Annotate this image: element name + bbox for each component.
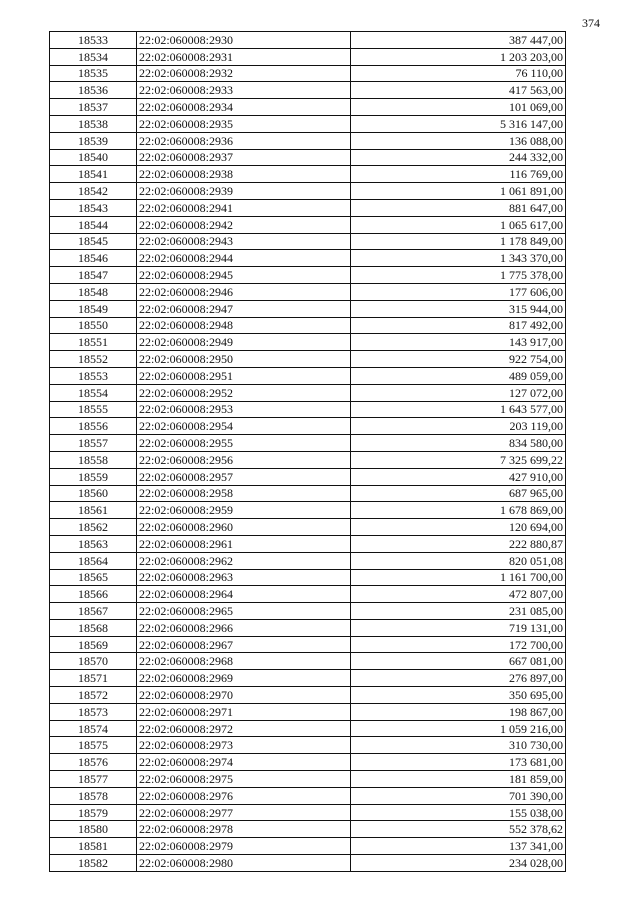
row-number-cell: 18563 — [50, 535, 137, 552]
table-row — [50, 687, 566, 704]
cadastral-value-cell: 173 681,00 — [351, 754, 566, 771]
row-number-cell: 18544 — [50, 216, 137, 233]
cadastral-number-cell: 22:02:060008:2939 — [137, 183, 351, 200]
table-row — [50, 485, 566, 502]
cadastral-value-cell: 1 678 869,00 — [351, 502, 566, 519]
row-number-cell: 18580 — [50, 821, 137, 838]
row-number-cell: 18554 — [50, 384, 137, 401]
row-number-cell: 18568 — [50, 619, 137, 636]
cadastral-value-cell: 181 859,00 — [351, 771, 566, 788]
cadastral-value-cell: 310 730,00 — [351, 737, 566, 754]
cadastral-number-cell: 22:02:060008:2971 — [137, 703, 351, 720]
cadastral-value-cell: 7 325 699,22 — [351, 451, 566, 468]
cadastral-number-cell: 22:02:060008:2941 — [137, 199, 351, 216]
table-row — [50, 603, 566, 620]
cadastral-number-cell: 22:02:060008:2937 — [137, 149, 351, 166]
cadastral-value-cell: 417 563,00 — [351, 82, 566, 99]
table-row — [50, 115, 566, 132]
table-row — [50, 132, 566, 149]
table-row — [50, 32, 566, 49]
cadastral-value-cell: 489 059,00 — [351, 367, 566, 384]
cadastral-number-cell: 22:02:060008:2958 — [137, 485, 351, 502]
page-number: 374 — [582, 16, 600, 30]
cadastral-value-cell: 687 965,00 — [351, 485, 566, 502]
cadastral-number-cell: 22:02:060008:2976 — [137, 787, 351, 804]
cadastral-number-cell: 22:02:060008:2954 — [137, 418, 351, 435]
row-number-cell: 18541 — [50, 166, 137, 183]
cadastral-number-cell: 22:02:060008:2933 — [137, 82, 351, 99]
cadastral-number-cell: 22:02:060008:2931 — [137, 48, 351, 65]
table-row — [50, 703, 566, 720]
table-row — [50, 552, 566, 569]
cadastral-value-cell: 1 061 891,00 — [351, 183, 566, 200]
row-number-cell: 18546 — [50, 250, 137, 267]
cadastral-value-cell: 234 028,00 — [351, 855, 566, 872]
cadastral-number-cell: 22:02:060008:2975 — [137, 771, 351, 788]
table-row — [50, 653, 566, 670]
row-number-cell: 18538 — [50, 115, 137, 132]
table-row — [50, 451, 566, 468]
row-number-cell: 18576 — [50, 754, 137, 771]
table-row — [50, 502, 566, 519]
row-number-cell: 18574 — [50, 720, 137, 737]
cadastral-value-cell: 136 088,00 — [351, 132, 566, 149]
table-row — [50, 838, 566, 855]
cadastral-number-cell: 22:02:060008:2961 — [137, 535, 351, 552]
cadastral-number-cell: 22:02:060008:2956 — [137, 451, 351, 468]
table-row — [50, 367, 566, 384]
cadastral-value-cell: 276 897,00 — [351, 670, 566, 687]
table-row — [50, 855, 566, 872]
cadastral-value-cell: 667 081,00 — [351, 653, 566, 670]
cadastral-value-cell: 198 867,00 — [351, 703, 566, 720]
cadastral-number-cell: 22:02:060008:2948 — [137, 317, 351, 334]
cadastral-number-cell: 22:02:060008:2973 — [137, 737, 351, 754]
row-number-cell: 18571 — [50, 670, 137, 687]
row-number-cell: 18548 — [50, 283, 137, 300]
row-number-cell: 18542 — [50, 183, 137, 200]
cadastral-number-cell: 22:02:060008:2935 — [137, 115, 351, 132]
table-row — [50, 300, 566, 317]
table-row — [50, 754, 566, 771]
cadastral-number-cell: 22:02:060008:2974 — [137, 754, 351, 771]
cadastral-value-cell: 1 178 849,00 — [351, 233, 566, 250]
table-row — [50, 351, 566, 368]
cadastral-value-cell: 387 447,00 — [351, 32, 566, 49]
table-row — [50, 334, 566, 351]
cadastral-value-cell: 701 390,00 — [351, 787, 566, 804]
cadastral-number-cell: 22:02:060008:2953 — [137, 401, 351, 418]
cadastral-number-cell: 22:02:060008:2978 — [137, 821, 351, 838]
cadastral-number-cell: 22:02:060008:2972 — [137, 720, 351, 737]
row-number-cell: 18535 — [50, 65, 137, 82]
cadastral-number-cell: 22:02:060008:2932 — [137, 65, 351, 82]
cadastral-value-cell: 120 694,00 — [351, 519, 566, 536]
cadastral-value-cell: 137 341,00 — [351, 838, 566, 855]
cadastral-number-cell: 22:02:060008:2964 — [137, 586, 351, 603]
cadastral-value-cell: 315 944,00 — [351, 300, 566, 317]
cadastral-number-cell: 22:02:060008:2930 — [137, 32, 351, 49]
cadastral-number-cell: 22:02:060008:2960 — [137, 519, 351, 536]
row-number-cell: 18533 — [50, 32, 137, 49]
cadastral-value-cell: 116 769,00 — [351, 166, 566, 183]
cadastral-value-cell: 143 917,00 — [351, 334, 566, 351]
cadastral-number-cell: 22:02:060008:2949 — [137, 334, 351, 351]
table-row — [50, 771, 566, 788]
cadastral-value-cell: 5 316 147,00 — [351, 115, 566, 132]
cadastral-number-cell: 22:02:060008:2934 — [137, 99, 351, 116]
cadastral-value-cell: 244 332,00 — [351, 149, 566, 166]
cadastral-value-cell: 922 754,00 — [351, 351, 566, 368]
cadastral-number-cell: 22:02:060008:2963 — [137, 569, 351, 586]
row-number-cell: 18578 — [50, 787, 137, 804]
cadastral-number-cell: 22:02:060008:2938 — [137, 166, 351, 183]
cadastral-value-cell: 203 119,00 — [351, 418, 566, 435]
row-number-cell: 18562 — [50, 519, 137, 536]
table-row — [50, 183, 566, 200]
table-row — [50, 418, 566, 435]
cadastral-number-cell: 22:02:060008:2945 — [137, 267, 351, 284]
row-number-cell: 18557 — [50, 435, 137, 452]
table-row — [50, 317, 566, 334]
table-row — [50, 435, 566, 452]
row-number-cell: 18555 — [50, 401, 137, 418]
row-number-cell: 18551 — [50, 334, 137, 351]
table-row — [50, 720, 566, 737]
cadastral-value-cell: 427 910,00 — [351, 468, 566, 485]
cadastral-number-cell: 22:02:060008:2957 — [137, 468, 351, 485]
table-row — [50, 586, 566, 603]
cadastral-number-cell: 22:02:060008:2969 — [137, 670, 351, 687]
cadastral-value-cell: 76 110,00 — [351, 65, 566, 82]
cadastral-value-cell: 1 059 216,00 — [351, 720, 566, 737]
row-number-cell: 18569 — [50, 636, 137, 653]
cadastral-value-cell: 719 131,00 — [351, 619, 566, 636]
cadastral-value-cell: 172 700,00 — [351, 636, 566, 653]
cadastral-value-cell: 1 343 370,00 — [351, 250, 566, 267]
cadastral-number-cell: 22:02:060008:2943 — [137, 233, 351, 250]
cadastral-value-cell: 101 069,00 — [351, 99, 566, 116]
cadastral-value-cell: 552 378,62 — [351, 821, 566, 838]
cadastral-number-cell: 22:02:060008:2950 — [137, 351, 351, 368]
row-number-cell: 18539 — [50, 132, 137, 149]
cadastral-value-cell: 1 775 378,00 — [351, 267, 566, 284]
table-row — [50, 569, 566, 586]
table-row — [50, 821, 566, 838]
cadastral-number-cell: 22:02:060008:2936 — [137, 132, 351, 149]
cadastral-number-cell: 22:02:060008:2977 — [137, 804, 351, 821]
row-number-cell: 18581 — [50, 838, 137, 855]
row-number-cell: 18577 — [50, 771, 137, 788]
table-row — [50, 166, 566, 183]
cadastral-number-cell: 22:02:060008:2959 — [137, 502, 351, 519]
table-row — [50, 619, 566, 636]
cadastral-number-cell: 22:02:060008:2980 — [137, 855, 351, 872]
row-number-cell: 18561 — [50, 502, 137, 519]
table-row — [50, 250, 566, 267]
row-number-cell: 18536 — [50, 82, 137, 99]
row-number-cell: 18575 — [50, 737, 137, 754]
cadastral-value-cell: 817 492,00 — [351, 317, 566, 334]
table-row — [50, 267, 566, 284]
row-number-cell: 18547 — [50, 267, 137, 284]
table-row — [50, 199, 566, 216]
cadastral-value-cell: 820 051,08 — [351, 552, 566, 569]
table-row — [50, 65, 566, 82]
cadastral-number-cell: 22:02:060008:2942 — [137, 216, 351, 233]
table-row — [50, 99, 566, 116]
row-number-cell: 18570 — [50, 653, 137, 670]
cadastral-value-cell: 834 580,00 — [351, 435, 566, 452]
row-number-cell: 18549 — [50, 300, 137, 317]
row-number-cell: 18552 — [50, 351, 137, 368]
cadastral-number-cell: 22:02:060008:2946 — [137, 283, 351, 300]
cadastral-value-cell: 1 065 617,00 — [351, 216, 566, 233]
table-row — [50, 384, 566, 401]
table-row — [50, 82, 566, 99]
row-number-cell: 18559 — [50, 468, 137, 485]
row-number-cell: 18553 — [50, 367, 137, 384]
cadastral-number-cell: 22:02:060008:2944 — [137, 250, 351, 267]
cadastral-value-cell: 1 203 203,00 — [351, 48, 566, 65]
cadastral-value-cell: 127 072,00 — [351, 384, 566, 401]
table-row — [50, 737, 566, 754]
cadastral-number-cell: 22:02:060008:2979 — [137, 838, 351, 855]
cadastral-number-cell: 22:02:060008:2962 — [137, 552, 351, 569]
table-row — [50, 519, 566, 536]
row-number-cell: 18537 — [50, 99, 137, 116]
row-number-cell: 18566 — [50, 586, 137, 603]
row-number-cell: 18556 — [50, 418, 137, 435]
row-number-cell: 18565 — [50, 569, 137, 586]
row-number-cell: 18573 — [50, 703, 137, 720]
row-number-cell: 18558 — [50, 451, 137, 468]
table-row — [50, 233, 566, 250]
row-number-cell: 18579 — [50, 804, 137, 821]
cadastral-number-cell: 22:02:060008:2970 — [137, 687, 351, 704]
cadastral-number-cell: 22:02:060008:2966 — [137, 619, 351, 636]
table-row — [50, 535, 566, 552]
cadastral-value-cell: 472 807,00 — [351, 586, 566, 603]
table-body — [50, 32, 566, 872]
table-row — [50, 804, 566, 821]
cadastral-number-cell: 22:02:060008:2947 — [137, 300, 351, 317]
cadastral-number-cell: 22:02:060008:2967 — [137, 636, 351, 653]
cadastral-value-cell: 177 606,00 — [351, 283, 566, 300]
row-number-cell: 18540 — [50, 149, 137, 166]
table-row — [50, 401, 566, 418]
cadastral-value-cell: 1 643 577,00 — [351, 401, 566, 418]
cadastral-value-cell: 155 038,00 — [351, 804, 566, 821]
cadastral-number-cell: 22:02:060008:2968 — [137, 653, 351, 670]
cadastral-value-cell: 350 695,00 — [351, 687, 566, 704]
cadastral-value-cell: 222 880,87 — [351, 535, 566, 552]
table-row — [50, 670, 566, 687]
table-row — [50, 787, 566, 804]
row-number-cell: 18545 — [50, 233, 137, 250]
cadastral-number-cell: 22:02:060008:2952 — [137, 384, 351, 401]
cadastral-number-cell: 22:02:060008:2951 — [137, 367, 351, 384]
row-number-cell: 18564 — [50, 552, 137, 569]
cadastral-value-table — [49, 31, 566, 872]
cadastral-value-cell: 1 161 700,00 — [351, 569, 566, 586]
row-number-cell: 18582 — [50, 855, 137, 872]
row-number-cell: 18560 — [50, 485, 137, 502]
table-row — [50, 149, 566, 166]
table-row — [50, 636, 566, 653]
cadastral-number-cell: 22:02:060008:2965 — [137, 603, 351, 620]
row-number-cell: 18543 — [50, 199, 137, 216]
row-number-cell: 18550 — [50, 317, 137, 334]
table-row — [50, 468, 566, 485]
table-row — [50, 48, 566, 65]
row-number-cell: 18572 — [50, 687, 137, 704]
cadastral-value-cell: 881 647,00 — [351, 199, 566, 216]
cadastral-number-cell: 22:02:060008:2955 — [137, 435, 351, 452]
table-row — [50, 216, 566, 233]
row-number-cell: 18534 — [50, 48, 137, 65]
cadastral-value-cell: 231 085,00 — [351, 603, 566, 620]
table-row — [50, 283, 566, 300]
row-number-cell: 18567 — [50, 603, 137, 620]
